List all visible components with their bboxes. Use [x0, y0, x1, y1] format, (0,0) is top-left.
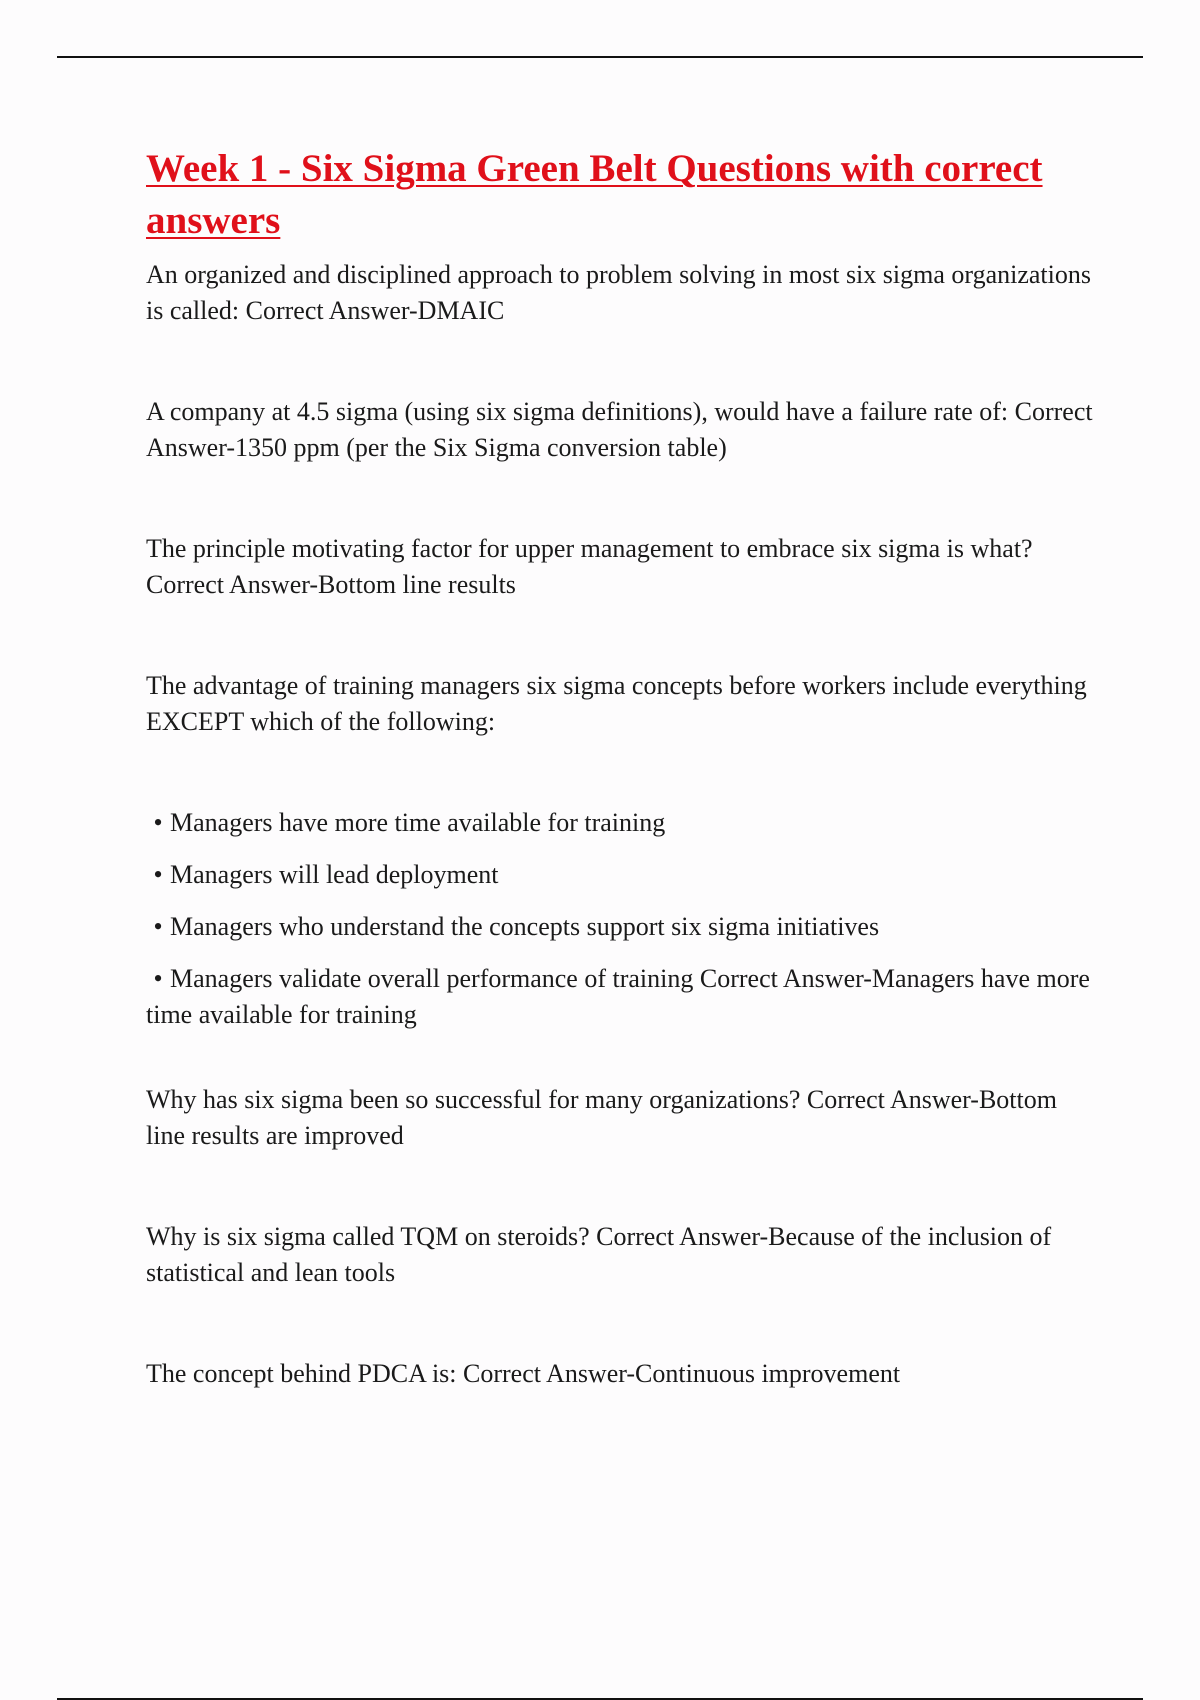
document-title: Week 1 - Six Sigma Green Belt Questions with correct answers [146, 147, 1043, 242]
option-item [146, 857, 1096, 893]
bullet-icon: • [153, 964, 163, 993]
qa-item-5: Why has six sigma been so successful for many organizations? Correct Answer-Bottom line results are improved [146, 1085, 1057, 1150]
bullet-icon: • [153, 860, 163, 889]
option-item [146, 805, 1096, 841]
option-text: Managers who understand the concepts support six sigma initiatives [170, 912, 880, 941]
qa-item-2: A company at 4.5 sigma (using six sigma definitions), would have a failure rate of: Correct Answer-1350 ppm (per the Six Sigma conversion table) [146, 397, 1093, 462]
bullet-icon: • [153, 912, 163, 941]
qa-item-6: Why is six sigma called TQM on steroids? Correct Answer-Because of the inclusion of statistical and lean tools [146, 1222, 1052, 1287]
header-rule [57, 56, 1143, 58]
qa-item-1: An organized and disciplined approach to problem solving in most six sigma organizations is called: Correct Answer-DMAIC [146, 260, 1091, 325]
qa-item-4-question: The advantage of training managers six sigma concepts before workers include everything EXCEPT which of the following: [146, 671, 1087, 736]
option-text: Managers have more time available for training [170, 808, 666, 837]
qa-item-3: The principle motivating factor for upper management to embrace six sigma is what? Correct Answer-Bottom line results [146, 534, 1033, 599]
qa-item-7: The concept behind PDCA is: Correct Answer-Continuous improvement [146, 1359, 901, 1388]
option-item [146, 909, 1096, 945]
qa-item-4-options [146, 805, 1096, 1033]
option-text: Managers will lead deployment [170, 860, 499, 889]
option-item-with-answer [146, 961, 1096, 1033]
document-body [146, 143, 1096, 1392]
bullet-icon: • [153, 808, 163, 837]
option-text: Managers validate overall performance of training Correct Answer-Managers have more time available for training [146, 964, 1090, 1029]
